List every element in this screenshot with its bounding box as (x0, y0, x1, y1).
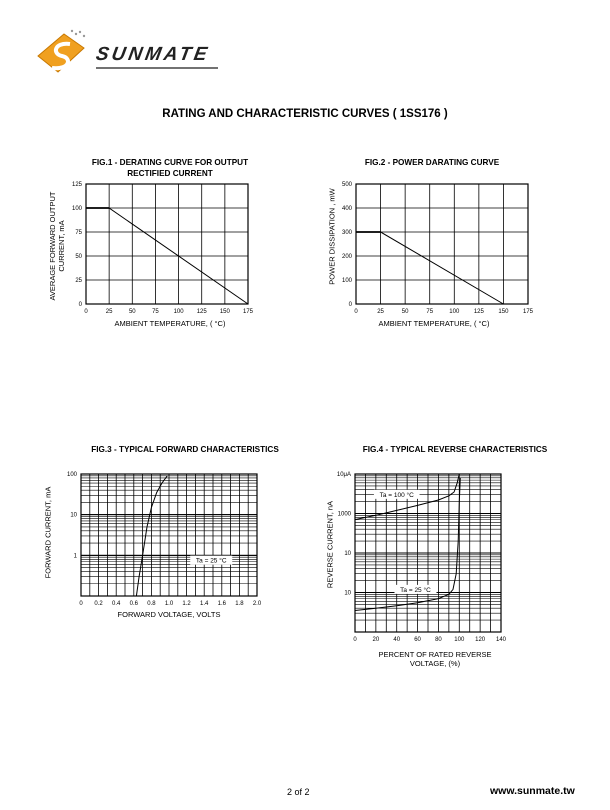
fig4-x-tick-label: 80 (435, 637, 442, 643)
fig4-x-tick-label: 140 (495, 637, 507, 643)
fig4-x-tick-label: 60 (414, 637, 421, 643)
fig4-y-tick-label: 1000 (337, 511, 351, 518)
fig3-x-tick-label: 0.6 (129, 601, 138, 607)
fig4-x-tick-label: 40 (393, 637, 401, 643)
fig3-y-tick-label: 10 (70, 512, 77, 519)
fig1-ylabel-line2: CURRENT, mA (57, 220, 66, 272)
fig3-chart (56, 468, 270, 610)
fig1-y-tick-label: 125 (71, 182, 82, 188)
fig1-x-tick-label: 100 (173, 309, 184, 315)
fig4-xlabel (335, 650, 535, 668)
fig2-title-line1: FIG.2 - POWER DARATING CURVE (364, 158, 500, 167)
fig3-ylabel (44, 473, 53, 593)
fig1-x-tick-label: 0 (84, 309, 88, 315)
fig1-chart (60, 178, 270, 318)
fig3-x-tick-label: 0.4 (112, 601, 121, 607)
fig2-x-tick-label: 150 (498, 309, 509, 315)
fig4-x-tick-label: 100 (454, 637, 465, 643)
fig2-x-tick-label: 25 (377, 309, 384, 315)
fig2-y-tick-label: 500 (341, 182, 352, 188)
fig4-annotation: Ta = 100 °C (379, 491, 414, 499)
fig1-y-tick-label: 25 (75, 278, 82, 284)
fig4-x-tick-label: 20 (372, 637, 380, 643)
fig1-frame (86, 184, 248, 304)
fig4-title (340, 444, 570, 455)
page-number: 2 of 2 (287, 787, 310, 797)
fig3-x-tick-label: 1.6 (217, 601, 226, 607)
fig1-x-tick-label: 150 (219, 309, 230, 315)
fig1-x-tick-label: 75 (152, 309, 159, 315)
fig2-x-tick-label: 125 (473, 309, 484, 315)
fig1-xlabel: AMBIENT TEMPERATURE, ( °C) (114, 319, 226, 328)
fig1-x-tick-label: 125 (196, 309, 207, 315)
website-url[interactable]: www.sunmate.tw (490, 785, 575, 797)
fig3-x-tick-label: 1.8 (235, 601, 244, 607)
fig2-x-tick-label: 0 (354, 309, 358, 315)
fig3-x-tick-label: 0.2 (94, 601, 103, 607)
fig2-title (332, 157, 532, 168)
fig2-chart (327, 178, 540, 318)
brand-name: SUNMATE (94, 44, 212, 65)
fig2-y-tick-label: 100 (341, 278, 352, 284)
fig3-xlabel: FORWARD VOLTAGE, VOLTS (117, 610, 221, 619)
fig1-y-tick-label: 50 (75, 254, 82, 260)
fig4-x-tick-label: 0 (353, 637, 357, 643)
fig2-x-tick-label: 50 (401, 309, 409, 315)
fig1-x-tick-label: 175 (242, 309, 254, 315)
page-title: RATING AND CHARACTERISTIC CURVES ( 1SS176 ) (162, 108, 448, 120)
fig2-frame (356, 184, 528, 304)
fig2-y-tick-label: 400 (341, 206, 352, 212)
fig4-xlabel-line2: VOLTAGE, (%) (409, 659, 461, 668)
fig3-x-tick-label: 0 (79, 601, 83, 607)
fig4-y-tick-label: 10 (344, 551, 351, 557)
fig4-chart (330, 468, 520, 646)
fig4-y-tick-label: 10μA (336, 472, 351, 478)
fig3-x-tick-label: 0.8 (147, 601, 156, 607)
fig1-y-tick-label: 0 (78, 302, 82, 308)
fig4-ylabel-line1: REVERSE CURRENT, nA (325, 500, 335, 589)
fig3-y-tick-label: 100 (66, 472, 77, 478)
fig1-title-line2: RECTIFIED CURRENT (127, 169, 213, 178)
fig4-annotation: Ta = 25 °C (400, 586, 431, 594)
fig3-annotation: Ta = 25 °C (195, 557, 227, 565)
fig1-y-tick-label: 75 (75, 230, 82, 236)
fig2-x-tick-label: 175 (522, 309, 534, 315)
fig1-title-line1: FIG.1 - DERATING CURVE FOR OUTPUT (91, 158, 249, 167)
fig4-x-tick-label: 120 (475, 637, 486, 643)
fig1-ylabel-line1: AVERAGE FORWARD OUTPUT (48, 191, 57, 301)
fig1-y-tick-label: 100 (71, 206, 82, 212)
fig4-xlabel-line1: PERCENT OF RATED REVERSE (378, 650, 492, 659)
fig3-y-tick-label: 1 (73, 553, 77, 560)
fig3-x-tick-label: 1.2 (182, 601, 191, 607)
fig3-ylabel-line1: FORWARD CURRENT, mA (43, 486, 53, 579)
fig3-x-tick-label: 1.0 (164, 601, 174, 607)
fig3-x-tick-label: 1.4 (200, 601, 209, 607)
fig2-y-tick-label: 300 (341, 230, 352, 236)
fig3-title (70, 444, 300, 455)
fig4-title-line1: FIG.4 - TYPICAL REVERSE CHARACTERISTICS (362, 445, 548, 454)
fig2-y-tick-label: 200 (341, 254, 352, 260)
fig2-x-tick-label: 100 (449, 309, 460, 315)
fig3-title-line1: FIG.3 - TYPICAL FORWARD CHARACTERISTICS (91, 445, 279, 454)
fig2-y-tick-label: 0 (348, 302, 352, 308)
fig4-y-tick-label: 10 (344, 590, 351, 597)
fig1-title (70, 157, 270, 179)
fig2-x-tick-label: 75 (426, 309, 434, 315)
fig1-x-tick-label: 25 (105, 309, 113, 315)
fig1-x-tick-label: 50 (128, 309, 136, 315)
fig2-xlabel: AMBIENT TEMPERATURE, ( °C) (378, 319, 490, 328)
fig2-ylabel-line1: POWER DISSIPATION , mW (327, 188, 337, 285)
fig3-x-tick-label: 2.0 (252, 601, 262, 607)
